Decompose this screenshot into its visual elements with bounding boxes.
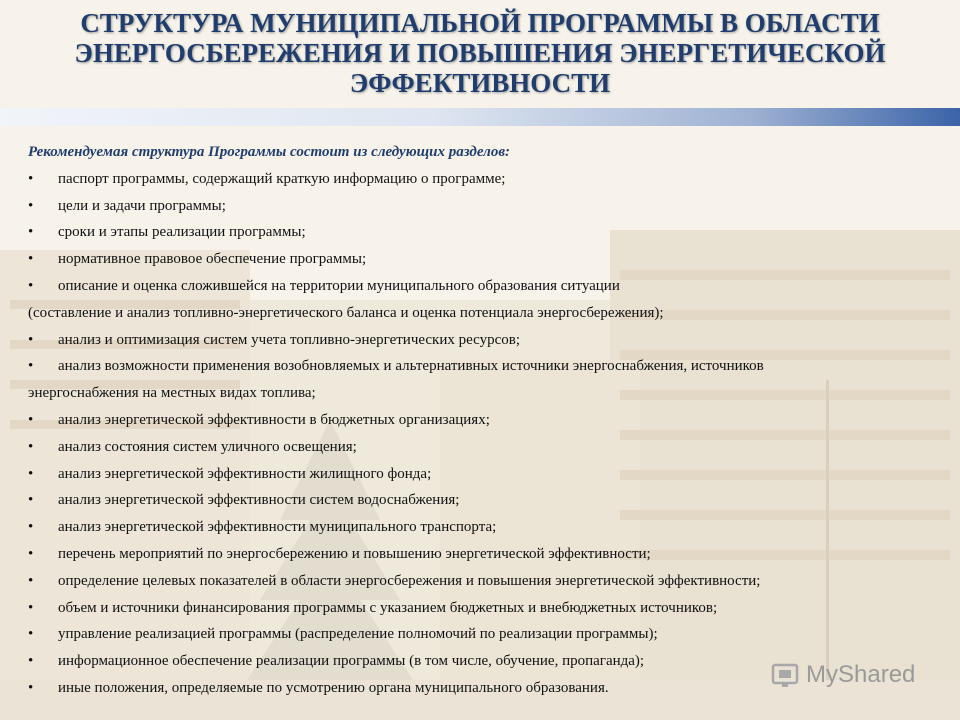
list-item-text: информационное обеспечение реализации программы (в том числе, обучение, пропаганда); bbox=[58, 653, 645, 670]
list-item bbox=[28, 166, 948, 193]
bullet-icon: • bbox=[28, 653, 34, 670]
bullet-icon: • bbox=[28, 492, 34, 509]
bullet-icon: • bbox=[28, 599, 34, 616]
list-item bbox=[28, 595, 948, 622]
list-item-text: цели и задачи программы; bbox=[58, 197, 226, 214]
title-line-1: СТРУКТУРА МУНИЦИПАЛЬНОЙ ПРОГРАММЫ В ОБЛАСТИ bbox=[80, 8, 880, 38]
list-item-text: объем и источники финансирования программы с указанием бюджетных и внебюджетных источников; bbox=[58, 599, 718, 616]
watermark-text: MyShared bbox=[806, 661, 916, 688]
bullet-icon: • bbox=[28, 465, 34, 482]
title-line-3: ЭФФЕКТИВНОСТИ bbox=[349, 68, 611, 98]
list-item bbox=[28, 327, 948, 354]
list-item-text: паспорт программы, содержащий краткую информацию о программе; bbox=[58, 170, 506, 187]
list-item bbox=[28, 219, 948, 246]
list-item bbox=[28, 193, 948, 220]
list-item-text: сроки и этапы реализации программы; bbox=[58, 224, 306, 241]
bullet-icon: • bbox=[28, 626, 34, 643]
list-item bbox=[28, 621, 948, 648]
list-item-continuation: энергоснабжения на местных видах топлива; bbox=[28, 385, 316, 402]
bullet-icon: • bbox=[28, 277, 34, 294]
bullet-icon: • bbox=[28, 438, 34, 455]
watermark-logo-icon bbox=[770, 660, 800, 690]
slide-body bbox=[28, 139, 948, 702]
bullet-icon: • bbox=[28, 331, 34, 348]
bullet-icon: • bbox=[28, 358, 34, 375]
bullet-icon: • bbox=[28, 519, 34, 536]
list-item-text: перечень мероприятий по энергосбережению и повышению энергетической эффективности; bbox=[58, 545, 651, 562]
list-item bbox=[28, 273, 948, 300]
watermark bbox=[770, 660, 915, 690]
list-item-text: описание и оценка сложившейся на территории муниципального образования ситуации bbox=[58, 277, 620, 294]
list-item-continuation: (составление и анализ топливно-энергетического баланса и оценка потенциала энергосбережения); bbox=[28, 304, 664, 321]
bullet-icon: • bbox=[28, 572, 34, 589]
bullet-icon: • bbox=[28, 679, 34, 696]
list-item-text: анализ энергетической эффективности в бюджетных организациях; bbox=[58, 411, 490, 428]
list-item bbox=[28, 407, 948, 434]
slide-title bbox=[0, 8, 960, 98]
title-gradient-band bbox=[0, 108, 960, 126]
bullet-icon: • bbox=[28, 224, 34, 241]
list-item-text: анализ и оптимизация систем учета топливно-энергетических ресурсов; bbox=[58, 331, 521, 348]
list-item bbox=[28, 353, 948, 380]
title-line-2: ЭНЕРГОСБЕРЕЖЕНИЯ И ПОВЫШЕНИЯ ЭНЕРГЕТИЧЕСКОЙ bbox=[74, 38, 886, 68]
bullet-icon: • bbox=[28, 170, 34, 187]
list-item-text: нормативное правовое обеспечение программы; bbox=[58, 251, 367, 268]
list-item-text: иные положения, определяемые по усмотрению органа муниципального образования. bbox=[58, 679, 609, 696]
list-item bbox=[28, 514, 948, 541]
list-item bbox=[28, 541, 948, 568]
list-item-text: определение целевых показателей в области энергосбережения и повышения энергетической эффективности; bbox=[58, 572, 761, 589]
intro-text: Рекомендуемая структура Программы состоит из следующих разделов: bbox=[28, 144, 511, 160]
list-item bbox=[28, 568, 948, 595]
bullet-icon: • bbox=[28, 411, 34, 428]
list-item-text: анализ энергетической эффективности жилищного фонда; bbox=[58, 465, 432, 482]
list-item bbox=[28, 461, 948, 488]
bullet-icon: • bbox=[28, 251, 34, 268]
bullet-icon: • bbox=[28, 545, 34, 562]
list-item-text: анализ энергетической эффективности муниципального транспорта; bbox=[58, 519, 497, 536]
list-item-text: анализ состояния систем уличного освещения; bbox=[58, 438, 357, 455]
list-item-text: управление реализацией программы (распределение полномочий по реализации программы); bbox=[58, 626, 658, 643]
list-item bbox=[28, 487, 948, 514]
list-item bbox=[28, 434, 948, 461]
list-item-text: анализ возможности применения возобновляемых и альтернативных источники энергоснабжения, источников bbox=[58, 358, 764, 375]
bullet-icon: • bbox=[28, 197, 34, 214]
list-item-text: анализ энергетической эффективности систем водоснабжения; bbox=[58, 492, 460, 509]
list-item bbox=[28, 246, 948, 273]
